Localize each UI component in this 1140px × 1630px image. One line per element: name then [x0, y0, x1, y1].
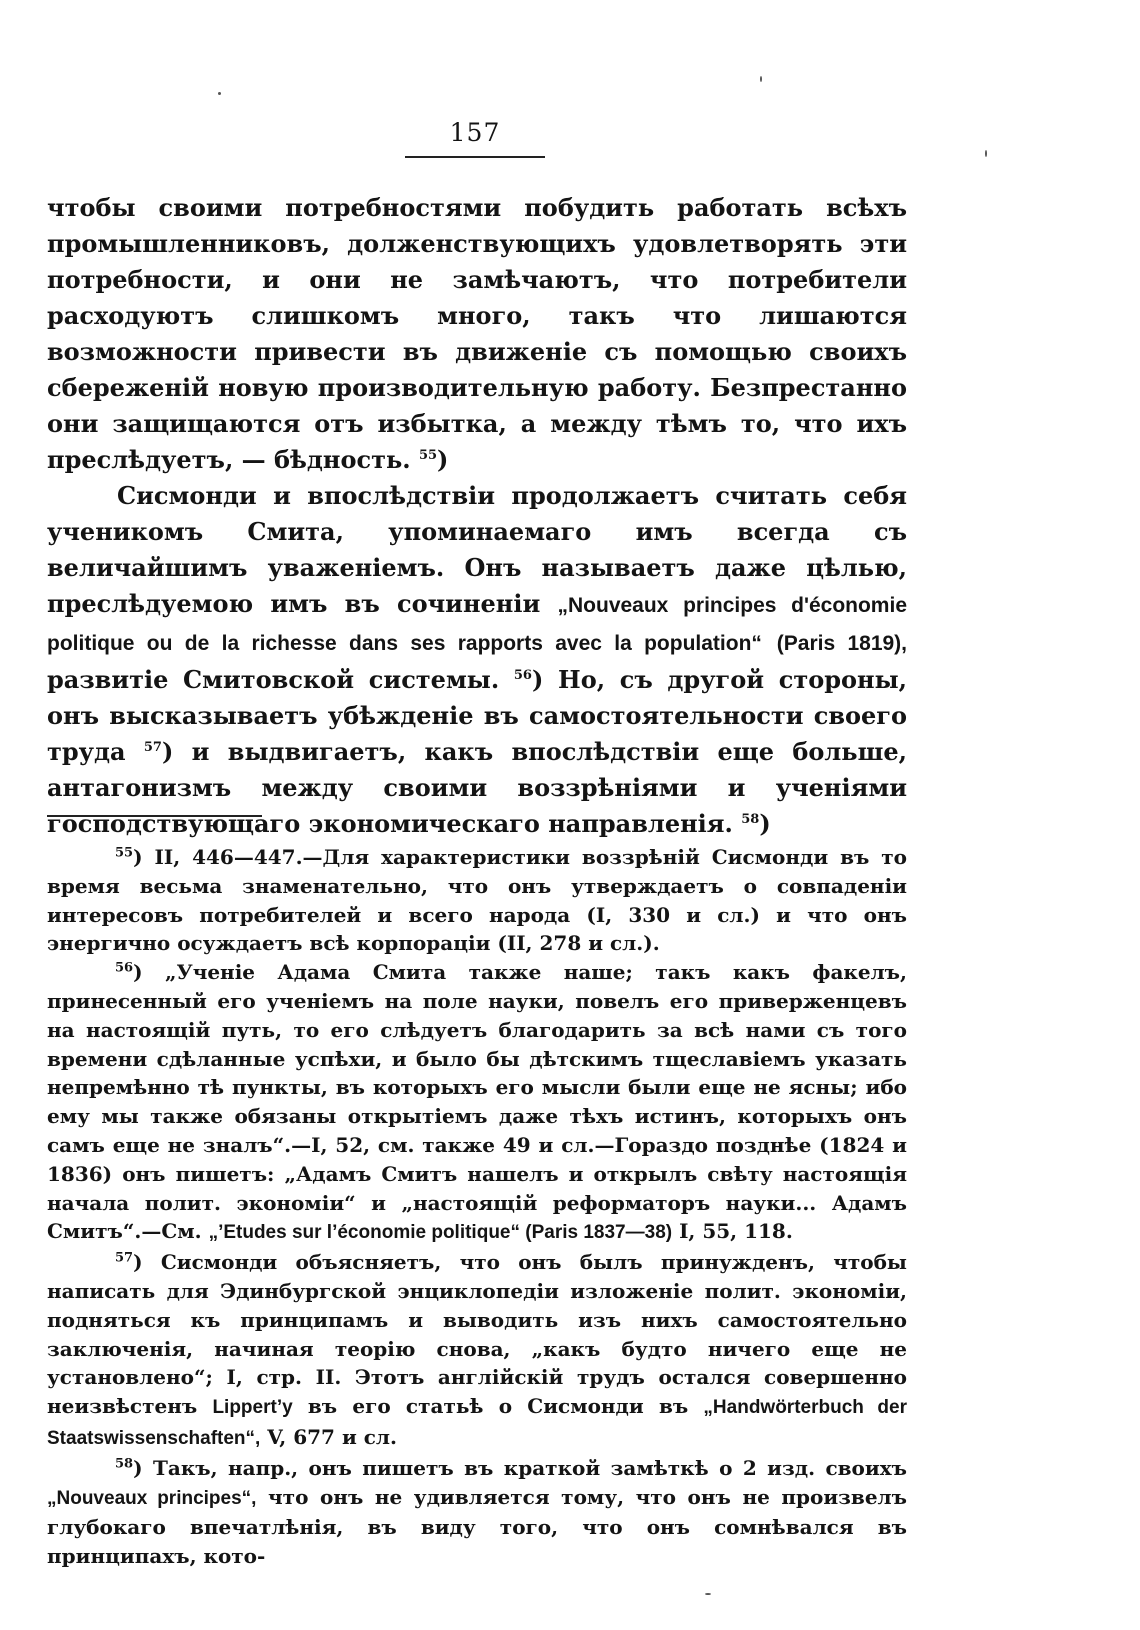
- book-title-nouveaux-principes: „Nouveaux principes d'économie politique ou de la richesse dans ses rapports avec la population“: [47, 594, 907, 655]
- paragraph-2-part-1: Сисмонди и впослѣдствіи продолжаетъ считать себя ученикомъ Смита, упоминаемаго имъ всегда съ величайшимъ уваженіемъ. Онъ называетъ даже цѣлью, преслѣдуемою имъ въ сочиненіи: [47, 481, 907, 618]
- footnote-58-nouveaux-principes: „Nouveaux principes“,: [47, 1487, 257, 1509]
- footnote-ref-56: 56: [513, 668, 532, 683]
- scan-speck: [705, 1593, 711, 1595]
- footnote-58-text-2: что онъ не удивляется тому, что онъ не произвелъ глубокаго впечатлѣнія, въ виду того, что онъ сомнѣвался въ принципахъ, кото-: [47, 1484, 908, 1569]
- footnote-56: $^{56}$) „Ученіе Адама Смита также наше; такъ какъ факелъ, принесенный его ученіемъ на поле науки, повелъ его приверженцевъ на настоящій путь, то его слѣдуетъ благодарить за всѣ нами съ того времени сдѣланные успѣхи, и было бы дѣтскимъ тщеславіемъ указать непремѣнно тѣ пункты, въ которыхъ его мысли были еще не ясны; ибо ему мы также обязаны открытіемъ даже тѣхъ истинъ, которыхъ онъ самъ еще не зналъ“.—I, 52, см. также 49 и сл.—Гораздо позднѣе (1824 и 1836) онъ пишетъ: „Адамъ Смитъ нашелъ и открылъ свѣту настоящія начала полит. экономіи“ и „настоящій реформаторъ науки... Адамъ Смитъ“.—См. „’Etudes sur l’économie politique“ (Paris 1837—38) I, 55, 118.: [47, 960, 907, 1244]
- page-number-rule: [405, 156, 545, 158]
- page-number: 157: [449, 118, 501, 147]
- footnote-56-etudes-title: „’Etudes sur l’économie politique“ (Paris 1837—38): [208, 1222, 673, 1244]
- footnote-57-marker: 57: [115, 1250, 134, 1266]
- footnote-58-marker: 58: [115, 1456, 134, 1472]
- footnote-56-marker: 56: [115, 960, 134, 976]
- footnote-58-text-1: Такъ, напр., онъ пишетъ въ краткой замѣткѣ о 2 изд. своихъ: [152, 1455, 907, 1480]
- footnote-55-text: II, 446—447.—Для характеристики воззрѣній Сисмонди въ то время весьма знаменательно, что онъ утверждаетъ о совпаденіи интересовъ потребителей и всего народа (I, 330 и сл.) и что онъ энергично осуждаетъ всѣ корпораціи (II, 278 и сл.).: [47, 845, 907, 956]
- paragraph-2-part-2: развитіе Смитовской системы.: [47, 665, 500, 694]
- footnote-ref-55: 55: [418, 448, 438, 463]
- footnote-ref-57: 57: [143, 740, 162, 755]
- scan-speck: [760, 76, 762, 82]
- scan-speck: [985, 150, 987, 157]
- book-place-year: (Paris 1819),: [776, 632, 907, 655]
- footnote-56-text-1: „Ученіе Адама Смита также наше; такъ какъ факелъ, принесенный его ученіемъ на поле науки, повелъ его приверженцевъ на настоящій путь, то его слѣдуетъ благодарить за всѣ нами съ того времени сдѣланные успѣхи, и было бы дѣтскимъ тщеславіемъ указать непремѣнно тѣ пункты, въ которыхъ его мысли были еще не ясны; ибо ему мы также обязаны открытіемъ даже тѣхъ истинъ, которыхъ онъ самъ еще не зналъ“.—I, 52, см. также 49 и сл.—Гораздо позднѣе (1824 и 1836) онъ пишетъ: „Адамъ Смитъ нашелъ и открылъ свѣту настоящія начала полит. экономіи“ и „настоящій реформаторъ науки... Адамъ Смитъ“.—См.: [47, 960, 907, 1244]
- paragraph-2-part-3: Но, съ другой стороны, онъ высказываетъ убѣжденіе въ самостоятельности своего труда: [47, 665, 907, 766]
- paragraph-2-part-4: и выдвигаетъ, какъ впослѣдствіи еще больше, антагонизмъ между своими воззрѣніями и ученіями господствующаго экономическаго направленія.: [47, 737, 907, 838]
- footnote-57-lippert: Lippert’y: [212, 1397, 293, 1419]
- footnote-ref-58: 58: [741, 812, 760, 827]
- main-text: [47, 190, 907, 842]
- footnote-58: $^{58}$) Такъ, напр., онъ пишетъ въ краткой замѣткѣ о 2 изд. своихъ „Nouveaux principes“, что онъ не удивляется тому, что онъ не произвелъ глубокаго впечатлѣнія, въ виду того, что онъ сомнѣвался въ принципахъ, кото-: [47, 1455, 908, 1569]
- footnotes: [47, 843, 907, 1571]
- footnote-separator: [47, 815, 262, 817]
- footnote-55-marker: 55: [115, 845, 134, 861]
- footnote-57-text-2: въ его статьѣ о Сисмонди въ: [307, 1394, 689, 1419]
- footnote-56-text-2: I, 55, 118.: [679, 1219, 793, 1244]
- paragraph-1-text: чтобы своими потребностями побудить работать всѣхъ промышленниковъ, долженствующихъ удовлетворять эти потребности, и они не замѣчаютъ, что потребители расходуютъ слишкомъ много, такъ что лишаются возможности привести въ движеніе съ помощью своихъ сбереженій новую производительную работу. Безпрестанно они защищаются отъ избытка, а между тѣмъ то, что ихъ преслѣдуетъ, — бѣдность.: [47, 193, 907, 474]
- scan-speck: [218, 92, 221, 95]
- paragraph-2: Сисмонди и впослѣдствіи продолжаетъ считать себя ученикомъ Смита, упоминаемаго имъ всегда съ величайшимъ уваженіемъ. Онъ называетъ даже цѣлью, преслѣдуемою имъ въ сочиненіи „Nouveaux principes d'économie politique ou de la richesse dans ses rapports avec la population“ (Paris 1819), развитіе Смитовской системы. $^{56}$) Но, съ другой стороны, онъ высказываетъ убѣжденіе въ самостоятельности своего труда $^{57}$) и выдвигаетъ, какъ впослѣдствіи еще больше, антагонизмъ между своими воззрѣніями и ученіями господствующаго экономическаго направленія. $^{58}$): [47, 481, 907, 838]
- footnote-57-text-1: Сисмонди объясняетъ, что онъ былъ принужденъ, чтобы написать для Эдинбургской энциклопедіи изложеніе полит. экономіи, подняться къ принципамъ и выводить изъ нихъ самостоятельно заключенія, начиная теорію снова, „какъ будто ничего еще не установлено“; I, стр. II. Этотъ англійскій трудъ остался совершенно неизвѣстенъ: [47, 1250, 907, 1419]
- paragraph-1: чтобы своими потребностями побудить работать всѣхъ промышленниковъ, долженствующихъ удовлетворять эти потребности, и они не замѣчаютъ, что потребители расходуютъ слишкомъ много, такъ что лишаются возможности привести въ движеніе съ помощью своихъ сбереженій новую производительную работу. Безпрестанно они защищаются отъ избытка, а между тѣмъ то, что ихъ преслѣдуетъ, — бѣдность. $^{55}$): [47, 193, 907, 474]
- footnote-57: $^{57}$) Сисмонди объясняетъ, что онъ былъ принужденъ, чтобы написать для Эдинбургской энциклопедіи изложеніе полит. экономіи, подняться къ принципамъ и выводить изъ нихъ самостоятельно заключенія, начиная теорію снова, „какъ будто ничего еще не установлено“; I, стр. II. Этотъ англійскій трудъ остался совершенно неизвѣстенъ Lippert’y въ его статьѣ о Сисмонди въ „Handwörterbuch der Staatswissenschaften“, V, 677 и сл.: [47, 1250, 907, 1449]
- footnote-57-text-3: V, 677 и сл.: [267, 1424, 397, 1449]
- footnote-55: $^{55}$) II, 446—447.—Для характеристики воззрѣній Сисмонди въ то время весьма знаменательно, что онъ утверждаетъ о совпаденіи интересовъ потребителей и всего народа (I, 330 и сл.) и что онъ энергично осуждаетъ всѣ корпораціи (II, 278 и сл.).: [47, 845, 907, 956]
- footnote-57-handworterbuch: „Handwörterbuch der Staatswissenschaften“,: [47, 1397, 907, 1449]
